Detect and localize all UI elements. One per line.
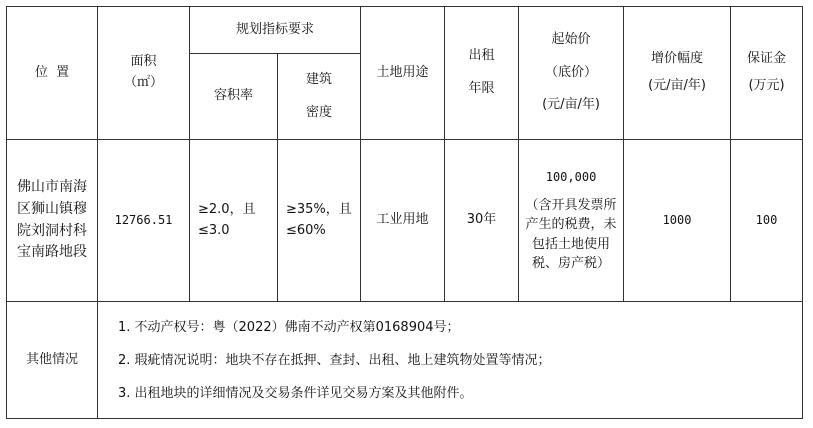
header-term [445, 7, 519, 140]
header-price-line3: (元/亩/年) [542, 97, 600, 113]
cell-deposit [731, 140, 803, 302]
header-plot-ratio-text: 容积率 [213, 88, 253, 104]
cell-density [278, 140, 361, 302]
plot-ratio-value: ≥2.0，且≤3.0 [198, 202, 256, 238]
cell-increment [624, 140, 731, 302]
header-price-line1: 起始价 [551, 31, 591, 47]
note-item: 1. 不动产权号：粤（2022）佛南不动产权第0168904号； [118, 319, 460, 335]
cell-other-notes [98, 302, 803, 419]
header-price-line2: （底价） [545, 64, 598, 80]
header-location-text: 位 置 [34, 64, 70, 80]
note-item: 2. 瑕疵情况说明：地块不存在抵押、查封、出租、地上建筑物处置等情况； [118, 352, 551, 368]
cell-area [98, 140, 190, 302]
header-planning-text: 规划指标要求 [236, 21, 315, 37]
header-increment-line1: 增价幅度 [651, 51, 704, 67]
header-term-line2: 年限 [468, 81, 495, 96]
density-value: ≥35%，且≤60% [286, 202, 352, 238]
header-deposit-line2: (万元) [748, 78, 785, 93]
header-area [98, 7, 190, 140]
header-area-text: 面积 [130, 54, 157, 70]
cell-land-use [361, 140, 445, 302]
header-term-line1: 出租 [468, 48, 495, 64]
header-planning [190, 7, 361, 54]
header-land-use [361, 7, 445, 140]
term-value: 30年 [466, 212, 497, 228]
cell-price [519, 140, 624, 302]
deposit-value: 100 [755, 212, 778, 227]
cell-location [7, 140, 98, 302]
header-plot-ratio [190, 54, 278, 140]
cell-term [445, 140, 519, 302]
land-use-value: 工业用地 [376, 212, 429, 228]
header-land-use-text: 土地用途 [376, 64, 429, 80]
cell-plot-ratio [190, 140, 278, 302]
header-area-unit: （㎡） [123, 75, 163, 90]
price-note: （含开具发票所产生的税费，未包括土地使用税、房产税） [525, 197, 617, 271]
header-deposit [731, 7, 803, 140]
header-density-line2: 密度 [306, 104, 333, 120]
cell-other-label [7, 302, 98, 419]
location-value: 佛山市南海区狮山镇穆院刘洞村科宝南路地段 [17, 179, 87, 261]
header-location [7, 7, 98, 140]
land-lease-table [6, 6, 803, 419]
header-price [519, 7, 624, 140]
header-density [278, 54, 361, 140]
area-value: 12766.51 [114, 212, 173, 227]
header-density-line1: 建筑 [306, 71, 333, 87]
header-deposit-line1: 保证金 [747, 51, 787, 67]
note-item: 3. 出租地块的详细情况及交易条件详见交易方案及其他附件。 [118, 385, 473, 401]
header-increment [624, 7, 731, 140]
increment-value: 1000 [662, 212, 692, 227]
other-label: 其他情况 [25, 351, 78, 367]
price-amount: 100,000 [545, 169, 597, 184]
header-increment-line2: (元/亩/年) [648, 78, 706, 93]
